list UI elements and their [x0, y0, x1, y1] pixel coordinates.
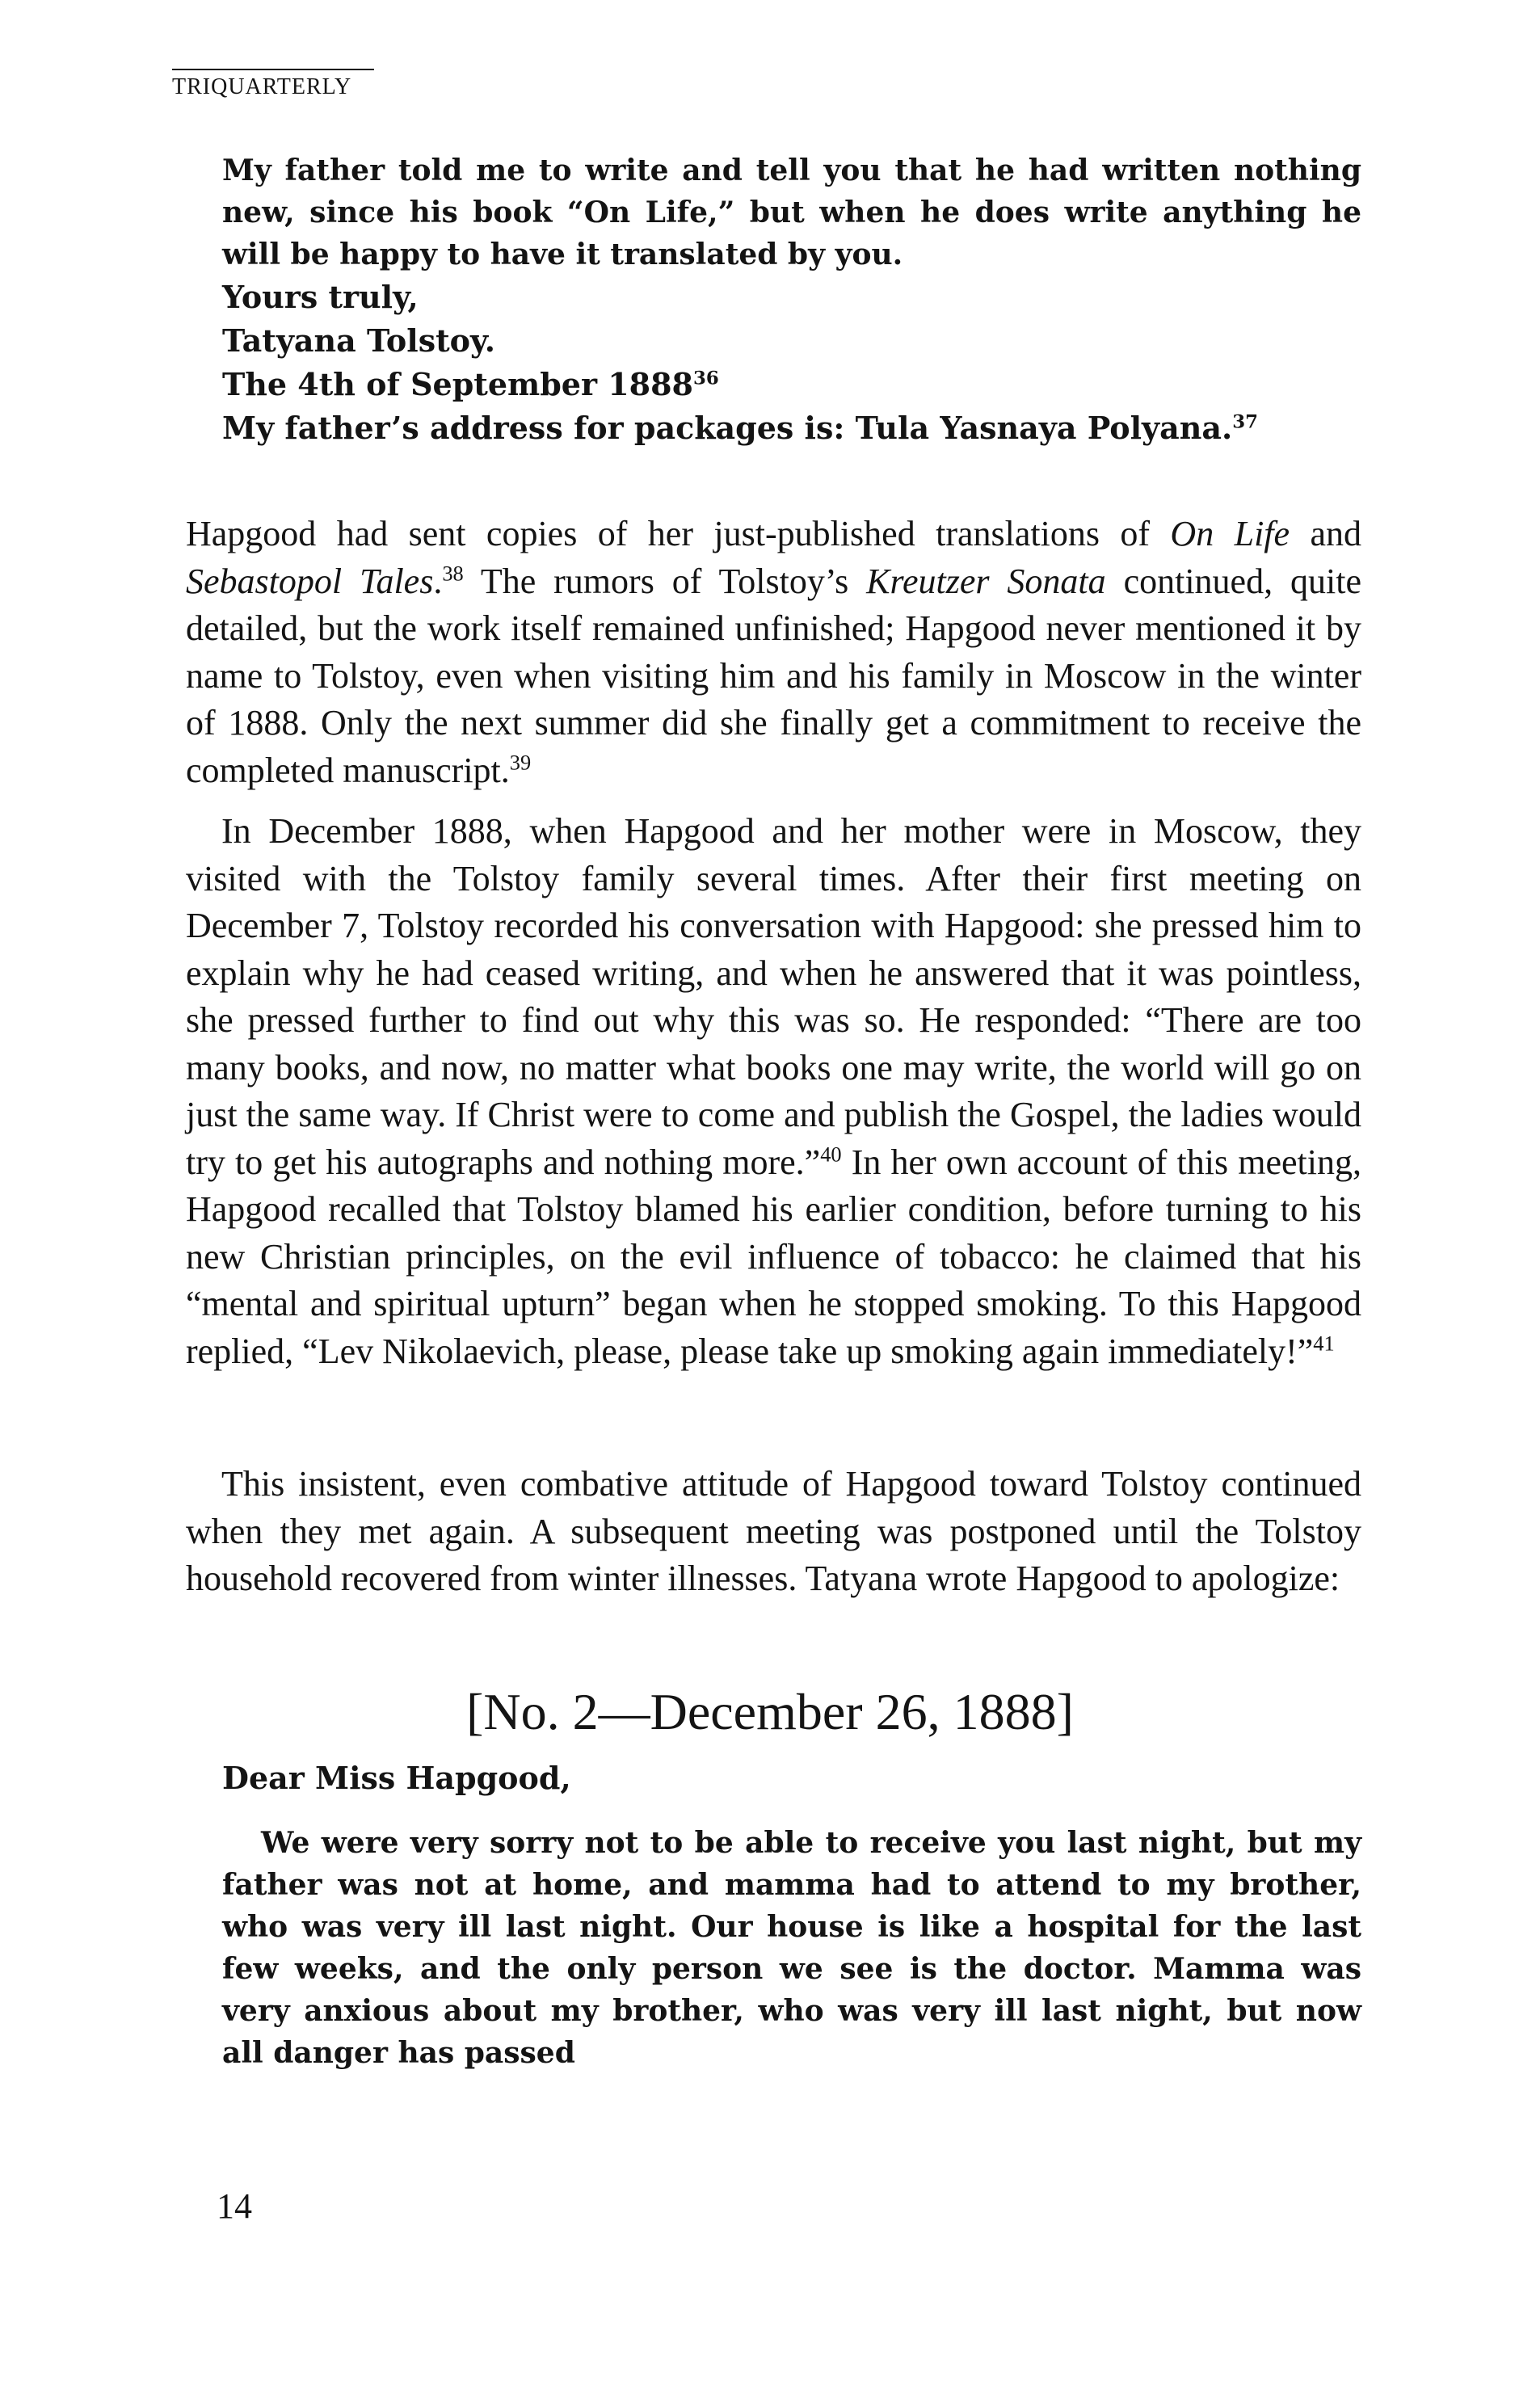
letter-2: [222, 1822, 1361, 2074]
title-sebastopol-tales: Sebastopol Tales: [186, 561, 434, 601]
letter-2-paragraph: We were very sorry not to be able to receive you last night, but my father was not at home, and mamma had to attend to my brother, who was very ill last night. Our house is like a hospital for the last few weeks, and the only person we see is the doctor. Mamma was very anxious about my brother, who was very ill last night, but now all danger has passed: [222, 1826, 1361, 2070]
footnote-ref-41: 41: [1313, 1330, 1335, 1355]
body-paragraph-2: [186, 808, 1361, 1375]
footnote-ref-36: 36: [692, 368, 719, 389]
text-run: continued, quite detailed, but the work itself remained unfinished; Hapgood never mentioned it by name to Tolstoy, even when visiting him and his family in Moscow in the winter of 1888. Only the next summer did she finally get a commitment to receive the completed manuscript.: [186, 561, 1361, 790]
letter-1: [222, 149, 1361, 450]
letter-2-heading: [No. 2—December 26, 1888]: [466, 1683, 1074, 1740]
page-number: 14: [217, 2186, 252, 2226]
letter-1-signature: Tatyana Tolstoy.: [222, 322, 495, 359]
running-head-rule: [172, 69, 374, 70]
title-on-life: On Life: [1170, 514, 1290, 553]
text-run: .: [433, 561, 443, 601]
letter-1-date-text: The 4th of September 1888: [222, 366, 693, 402]
letter-2-salutation: Dear Miss Hapgood,: [222, 1760, 571, 1796]
running-head: TRIQUARTERLY: [172, 74, 352, 99]
text-run: and: [1290, 514, 1361, 553]
letter-1-address-text: My father’s address for packages is: Tula Yasnaya Polyana.: [222, 410, 1233, 446]
text-run: In her own account of this meeting, Hapgood recalled that Tolstoy blamed his earlier condition, before turning to his new Christian principles, on the evil influence of tobacco: he claimed that his “mental and spiritual upturn” began when he stopped smoking. To this Hapgood replied, “Lev Nikolaevich, please, please take up smoking again immediately!”: [186, 1142, 1361, 1371]
letter-1-closing: Yours truly,: [222, 279, 419, 315]
paragraph-text: [186, 511, 1361, 794]
body-paragraph-1: [186, 511, 1361, 794]
paragraph-text: [186, 808, 1361, 1375]
text-run: In December 1888, when Hapgood and her mother were in Moscow, they visited with the Tolstoy family several times. After their first meeting on December 7, Tolstoy recorded his conversation with Hapgood: she pressed him to explain why he had ceased writing, and when he answered that it was pointless, she pressed further to find out why this was so. He responded: “There are too many books, and now, no matter what books one may write, the world will go on just the same way. If Christ were to come and publish the Gospel, the ladies would try to get his autographs and nothing more.”: [186, 811, 1361, 1182]
footnote-ref-40: 40: [820, 1141, 842, 1166]
title-kreutzer-sonata: Kreutzer Sonata: [866, 561, 1106, 601]
footnote-ref-38: 38: [442, 560, 464, 585]
letter-1-date: [222, 363, 1361, 406]
text-run: Hapgood had sent copies of her just-published translations of: [186, 514, 1171, 553]
letter-1-paragraph: My father told me to write and tell you that he had written nothing new, since his book “On Life,” but when he does write anything he will be happy to have it translated by you.: [222, 154, 1361, 271]
letter-1-address: [222, 406, 1361, 450]
body-paragraph-3: [186, 1461, 1361, 1603]
footnote-ref-39: 39: [509, 749, 532, 774]
paragraph-text: This insistent, even combative attitude of Hapgood toward Tolstoy continued when they met again. A subsequent meeting was postponed until the Tolstoy household recovered from winter illnesses. Tatyana wrote Hapgood to apologize:: [186, 1464, 1361, 1598]
footnote-ref-37: 37: [1232, 411, 1258, 433]
text-run: The rumors of Tolstoy’s: [463, 561, 867, 601]
